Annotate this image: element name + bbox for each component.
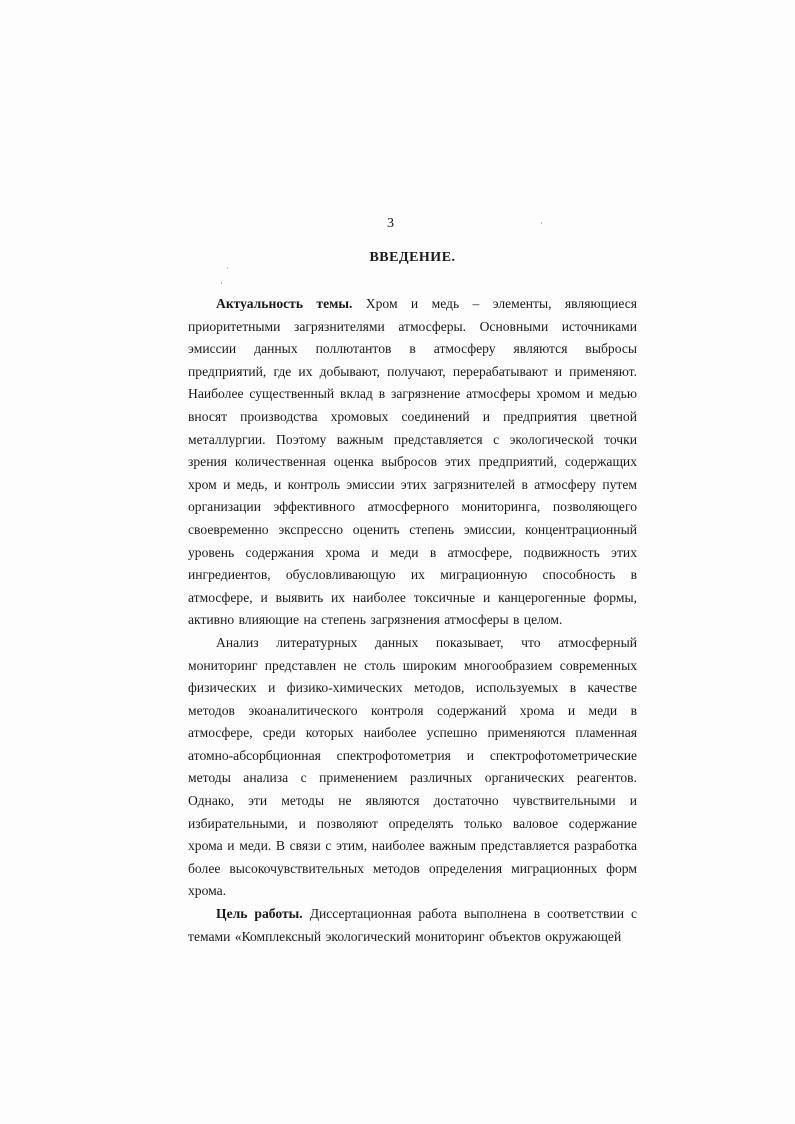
page-number (0, 216, 795, 232)
page-number-text: 3 (387, 216, 394, 231)
scan-speck: · (220, 278, 223, 288)
paragraph-text: Диссертационная работа выполнена в соответствии с темами «Комплексный экологический мониторинг объектов окружающей (188, 906, 637, 944)
paragraph-lead: Актуальность темы. (216, 296, 353, 311)
paragraph-literature (188, 632, 637, 903)
paragraph-text: Хром и медь – элементы, являющиеся приоритетными загрязнителями атмосферы. Основными источниками эмиссии данных поллютантов в атмосферу являются выбросы предприятий, где их добывают, получают, перерабатывают и применяют. Наиболее существенный вклад в загрязнение атмосферы хромом и медью вносят производства хромовых соединений и предприятия цветной металлургии. Поэтому важным представляется с экологической точки зрения количественная оценка выбросов этих предприятий, содержащих хром и медь, и контроль эмиссии этих загрязнителей в атмосферу путем организации эффективного атмосферного мониторинга, позволяющего своевременно экспрессно оценить степень эмиссии, концентрационный уровень содержания хрома и меди в атмосфере, подвижность этих ингредиентов, обусловливающую их миграционную способность в атмосфере, и выявить их наиболее токсичные и канцерогенные формы, активно влияющие на степень загрязнения атмосферы в целом. (188, 296, 638, 628)
paragraph-lead: Цель работы. (216, 906, 303, 922)
scan-speck: · (540, 218, 543, 228)
scan-speck: ˊ (226, 266, 229, 276)
section-heading-text: ВВЕДЕНИЕ. (369, 250, 456, 265)
paragraph-relevance (188, 293, 637, 632)
paragraph-goal (188, 903, 637, 948)
body-text (188, 293, 637, 948)
paragraph-text: Анализ литературных данных показывает, что атмосферный мониторинг представлен не столь широким многообразием современных физических и физико-химических методов, используемых в качестве методов экоаналитического контроля содержаний хрома и меди в атмосфере, среди которых наиболее успешно применяются пламенная атомно-абсорбционная спектрофотометрия и спектрофотометрические методы анализа с применением различных органических реагентов. Однако, эти методы не являются достаточно чувствительными и избирательными, и позволяют определять только валовое содержание хрома и меди. В связи с этим, наиболее важным представляется разработка более высокочувствительных методов определения миграционных форм хрома. (188, 634, 637, 899)
section-heading (0, 250, 795, 266)
